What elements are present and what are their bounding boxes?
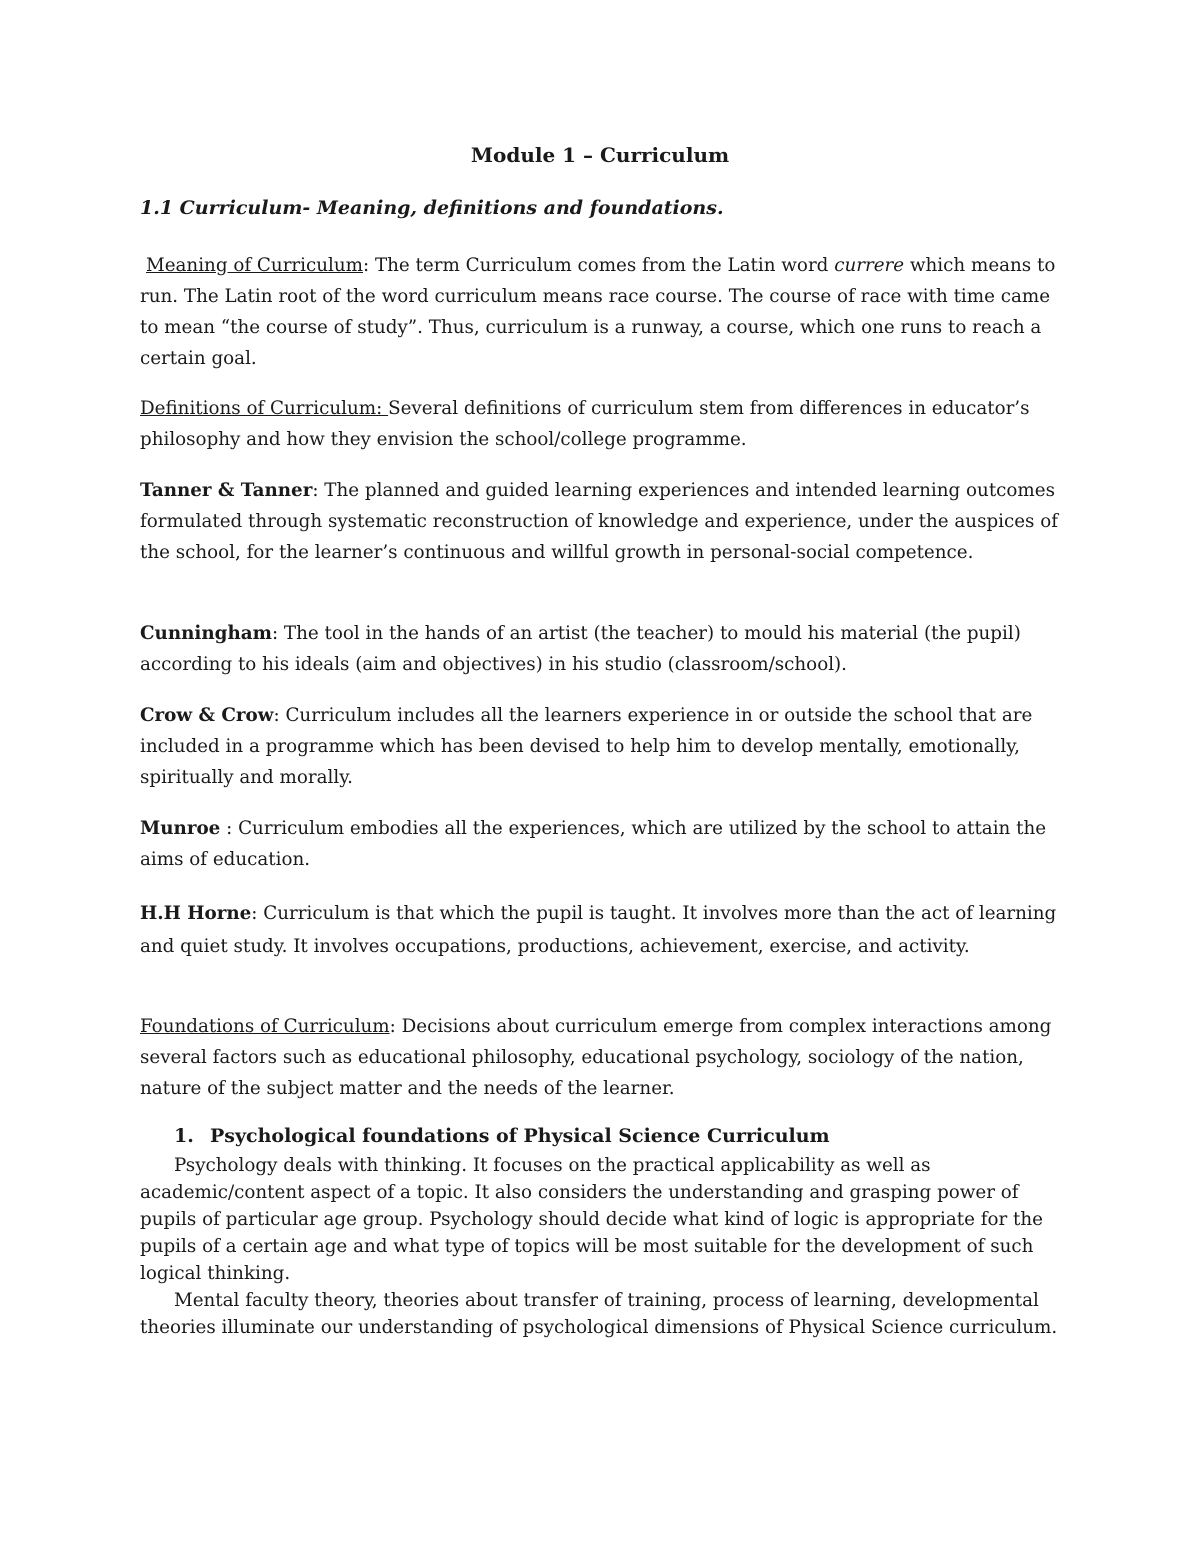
cunningham-definition (140, 618, 1065, 680)
definitions-paragraph (140, 393, 1065, 455)
munroe-definition (140, 813, 1065, 875)
crow-definition (140, 700, 1065, 793)
psychology-paragraph-1: Psychology deals with thinking. It focuses on the practical applicability as well as academic/content aspect of a topic. It also considers the understanding and grasping power of pupils of particular age group. Psychology should decide what kind of logic is appropriate for the pupils of a certain age and what type of topics will be most suitable for the development of such logical thinking. (140, 1155, 1043, 1284)
psychological-heading-text: Psychological foundations of Physical Science Curriculum (210, 1125, 830, 1147)
meaning-paragraph (140, 250, 1065, 374)
horne-name: H.H Horne (140, 903, 252, 924)
psychological-foundations-heading (174, 1125, 830, 1147)
latin-word: currere (834, 255, 905, 276)
horne-definition (140, 898, 1065, 963)
cunningham-text: : The tool in the hands of an artist (the teacher) to mould his material (the pupil) according to his ideals (aim and objectives) in his studio (classroom/school). (140, 623, 1021, 675)
definitions-text: Several definitions of curriculum stem from differences in educator’s philosophy and how they envision the school/college programme. (140, 398, 1030, 450)
horne-text: : Curriculum is that which the pupil is taught. It involves more than the act of learning and quiet study. It involves occupations, productions, achievement, exercise, and activity. (140, 903, 1057, 957)
definitions-label: Definitions of Curriculum: (140, 398, 389, 419)
foundations-label: Foundations of Curriculum (140, 1016, 390, 1037)
crow-text: : Curriculum includes all the learners experience in or outside the school that are included in a programme which has been devised to help him to develop mentally, emotionally, spiritually and morally. (140, 705, 1033, 788)
munroe-text: : Curriculum embodies all the experiences, which are utilized by the school to attain the aims of education. (140, 818, 1047, 870)
section-heading: 1.1 Curriculum- Meaning, definitions and foundations. (140, 197, 724, 219)
meaning-text-b: which means to run. The Latin root of the word curriculum means race course. The course of race with time came to mean “the course of study”. Thus, curriculum is a runway, a course, which one runs to reach a certain goal. (140, 255, 1056, 369)
cunningham-name: Cunningham (140, 623, 272, 644)
foundations-text: : Decisions about curriculum emerge from complex interactions among several factors such as educational philosophy, educational psychology, sociology of the nation, nature of the subject matter and the needs of the learner. (140, 1016, 1052, 1099)
tanner-text: : The planned and guided learning experiences and intended learning outcomes formulated through systematic reconstruction of knowledge and experience, under the auspices of the school, for the learner’s continuous and willful growth in personal-social competence. (140, 480, 1059, 563)
page-title: Module 1 – Curriculum (470, 143, 730, 167)
psychology-paragraph-2: Mental faculty theory, theories about transfer of training, process of learning, developmental theories illuminate our understanding of psychological dimensions of Physical Science curriculum. (140, 1290, 1058, 1338)
tanner-name: Tanner & Tanner (140, 480, 313, 501)
foundations-paragraph (140, 1011, 1065, 1104)
crow-name: Crow & Crow (140, 705, 274, 726)
meaning-label: Meaning of Curriculum (146, 255, 363, 276)
list-number: 1. (174, 1125, 194, 1147)
munroe-name: Munroe (140, 818, 221, 839)
tanner-definition (140, 475, 1065, 568)
meaning-text-a: : The term Curriculum comes from the Latin word (362, 255, 835, 276)
